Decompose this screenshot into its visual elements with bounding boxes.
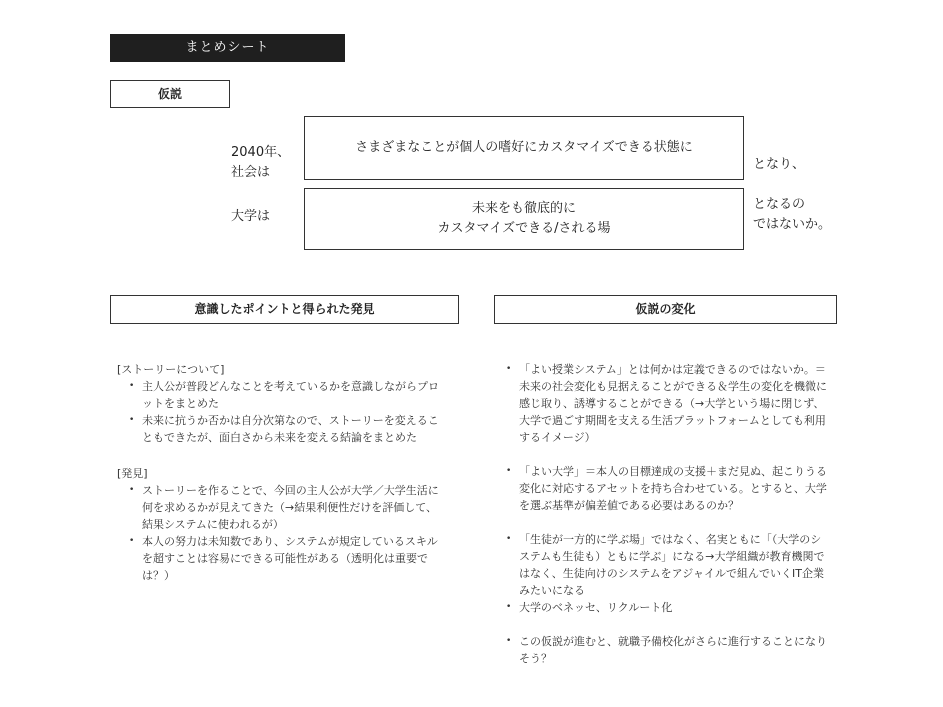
list-item: • 「よい大学」＝本人の目標達成の支援＋まだ見ぬ、起こりうる変化に対応するアセットを持ち合わせている。とすると、大学を選ぶ基準が偏差値である必要はあるのか？ (519, 463, 829, 514)
list-item: • 「生徒が一方的に学ぶ場」ではなく、名実ともに「（大学のシステムも生徒も）ともに学ぶ」になる→大学組織が教育機関ではなく、生徒向けのシステムをアジャイルで組んでいくIT企業みたいになる (519, 531, 829, 599)
group-findings (117, 465, 447, 584)
suffix2-line-1: となるの (753, 197, 806, 212)
hypothesis-label: 仮説 (110, 80, 230, 108)
hypothesis-suffix-2 (753, 195, 831, 235)
box2-line-2: カスタマイズできる/される場 (437, 221, 611, 236)
box2-line-1: 未来をも徹底的に (471, 201, 576, 216)
points-findings-heading: 意識したポイントと得られた発見 (110, 295, 459, 324)
hypothesis-prefix-university: 大学は (231, 209, 271, 224)
points-findings-column (117, 361, 447, 584)
hypothesis-society-box: さまざまなことが個人の嗜好にカスタマイズできる状態に (304, 116, 744, 180)
group-story (117, 361, 447, 446)
prefix-line-year: 2040年、 (231, 145, 291, 160)
suffix2-line-2: ではないか。 (753, 217, 832, 232)
list-item: • ストーリーを作ることで、今回の主人公が大学／大学生活に何を求めるかが見えてきた（→結果利便性だけを評価して、結果システムに使われるが） (142, 482, 447, 533)
list-item: • 主人公が普段どんなことを考えているかを意識しながらプロットをまとめた (142, 378, 447, 412)
group-heading: [発見] (117, 467, 148, 480)
group-heading: [ストーリーについて] (117, 363, 225, 376)
hypothesis-suffix-1: となり、 (753, 157, 806, 172)
list-item: • この仮説が進むと、就職予備校化がさらに進行することになりそう？ (519, 633, 829, 667)
hypothesis-change-heading: 仮説の変化 (494, 295, 837, 324)
prefix-line-society: 社会は (231, 165, 271, 180)
list-item: • 未来に抗うか否かは自分次第なので、ストーリーを変えることもできたが、面白さから未来を変える結論をまとめた (142, 412, 447, 446)
hypothesis-prefix-society (231, 143, 290, 183)
list-item: • 本人の努力は未知数であり、システムが規定しているスキルを超すことは容易にできる可能性がある（透明化は重要では？） (142, 533, 447, 584)
hypothesis-university-box (304, 188, 744, 250)
list-item: • 大学のベネッセ、リクルート化 (519, 599, 829, 616)
hypothesis-change-column (519, 361, 829, 667)
sheet-title: まとめシート (110, 34, 345, 62)
list-item: • 「よい授業システム」とは何かは定義できるのではないか。＝未来の社会変化も見据えることができる＆学生の変化を機微に感じ取り、誘導することができる（→大学という場に閉じず、大学で過ごす期間を支える生活プラットフォームとしても利用するイメージ） (519, 361, 829, 446)
